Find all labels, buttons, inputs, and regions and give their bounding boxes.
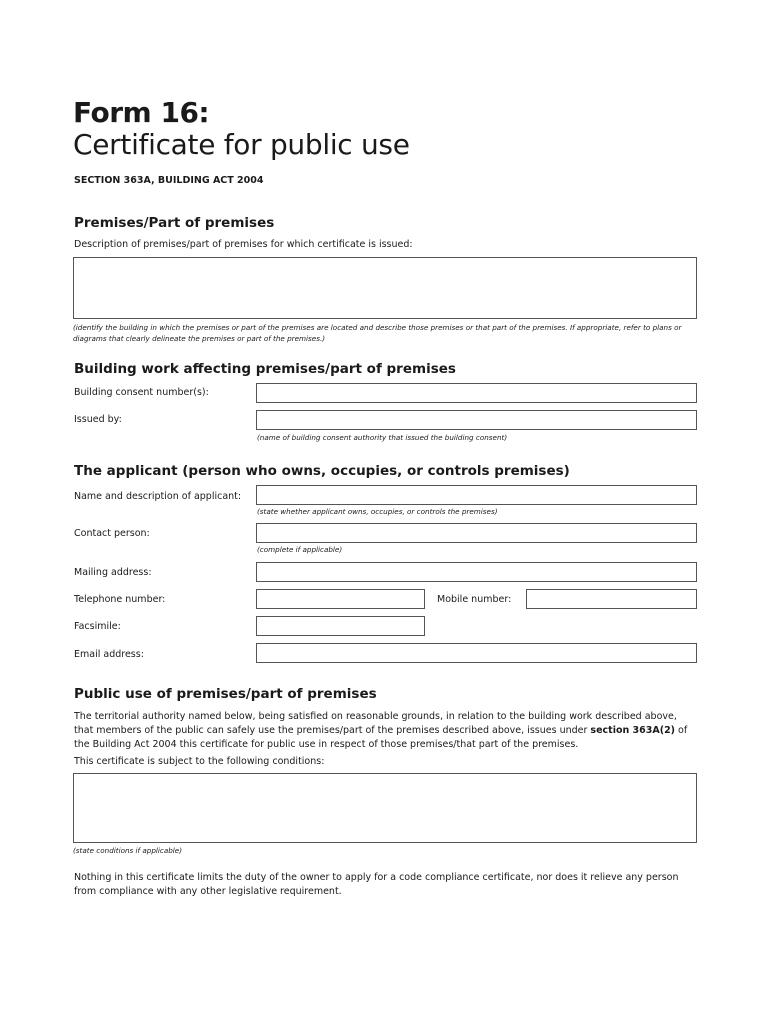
form-number-title: Form 16: <box>73 96 210 129</box>
facsimile-label: Facsimile: <box>74 621 121 632</box>
closing-statement: Nothing in this certificate limits the duty of the owner to apply for a code compliance certificate, nor does it relieve any person from compliance with any other legislative requirement. <box>74 872 679 897</box>
consent-number-field[interactable] <box>256 383 697 403</box>
applicant-name-label: Name and description of applicant: <box>74 491 242 502</box>
applicant-name-field[interactable] <box>256 485 697 505</box>
telephone-field[interactable] <box>256 589 425 609</box>
issued-by-hint: (name of building consent authority that issued the building consent) <box>257 433 508 442</box>
conditions-hint: (state conditions if applicable) <box>73 846 183 855</box>
public-use-text-a: The territorial authority named below, being satisfied on reasonable grounds, in relation to the building work described above, that members of the public can safely use the premises/part of the premises described above, issues under <box>74 711 677 736</box>
mailing-address-label: Mailing address: <box>74 567 152 578</box>
public-use-section-ref: section 363A(2) <box>590 725 676 736</box>
public-use-paragraph <box>74 710 694 752</box>
mailing-address-field[interactable] <box>256 562 697 582</box>
public-use-heading: Public use of premises/part of premises <box>74 686 377 702</box>
issued-by-label: Issued by: <box>74 414 122 425</box>
section-reference: SECTION 363A, BUILDING ACT 2004 <box>74 175 264 186</box>
premises-hint: (identify the building in which the premises or part of the premises are located and describe those premises or that part of the premises. If appropriate, refer to plans or diagrams that clearly delineate the premises or part of the premises.) <box>73 323 682 343</box>
issued-by-field[interactable] <box>256 410 697 430</box>
premises-description-label: Description of premises/part of premises for which certificate is issued: <box>74 239 413 250</box>
contact-person-hint: (complete if applicable) <box>257 545 343 554</box>
consent-number-label: Building consent number(s): <box>74 387 209 398</box>
premises-description-field[interactable] <box>73 257 697 319</box>
contact-person-label: Contact person: <box>74 528 150 539</box>
conditions-label: This certificate is subject to the following conditions: <box>74 756 325 767</box>
email-label: Email address: <box>74 649 144 660</box>
email-field[interactable] <box>256 643 697 663</box>
mobile-field[interactable] <box>526 589 697 609</box>
form-title: Certificate for public use <box>73 128 410 161</box>
applicant-heading: The applicant (person who owns, occupies, or controls premises) <box>74 463 570 479</box>
building-work-heading: Building work affecting premises/part of premises <box>74 361 456 377</box>
premises-heading: Premises/Part of premises <box>74 215 275 231</box>
facsimile-field[interactable] <box>256 616 425 636</box>
telephone-label: Telephone number: <box>74 594 166 605</box>
conditions-field[interactable] <box>73 773 697 843</box>
mobile-label: Mobile number: <box>437 594 512 605</box>
public-use-text-b: of the Building Act 2004 this certificate for public use in respect of those premises/that part of the premises. <box>74 725 688 750</box>
contact-person-field[interactable] <box>256 523 697 543</box>
applicant-name-hint: (state whether applicant owns, occupies, or controls the premises) <box>257 507 498 516</box>
